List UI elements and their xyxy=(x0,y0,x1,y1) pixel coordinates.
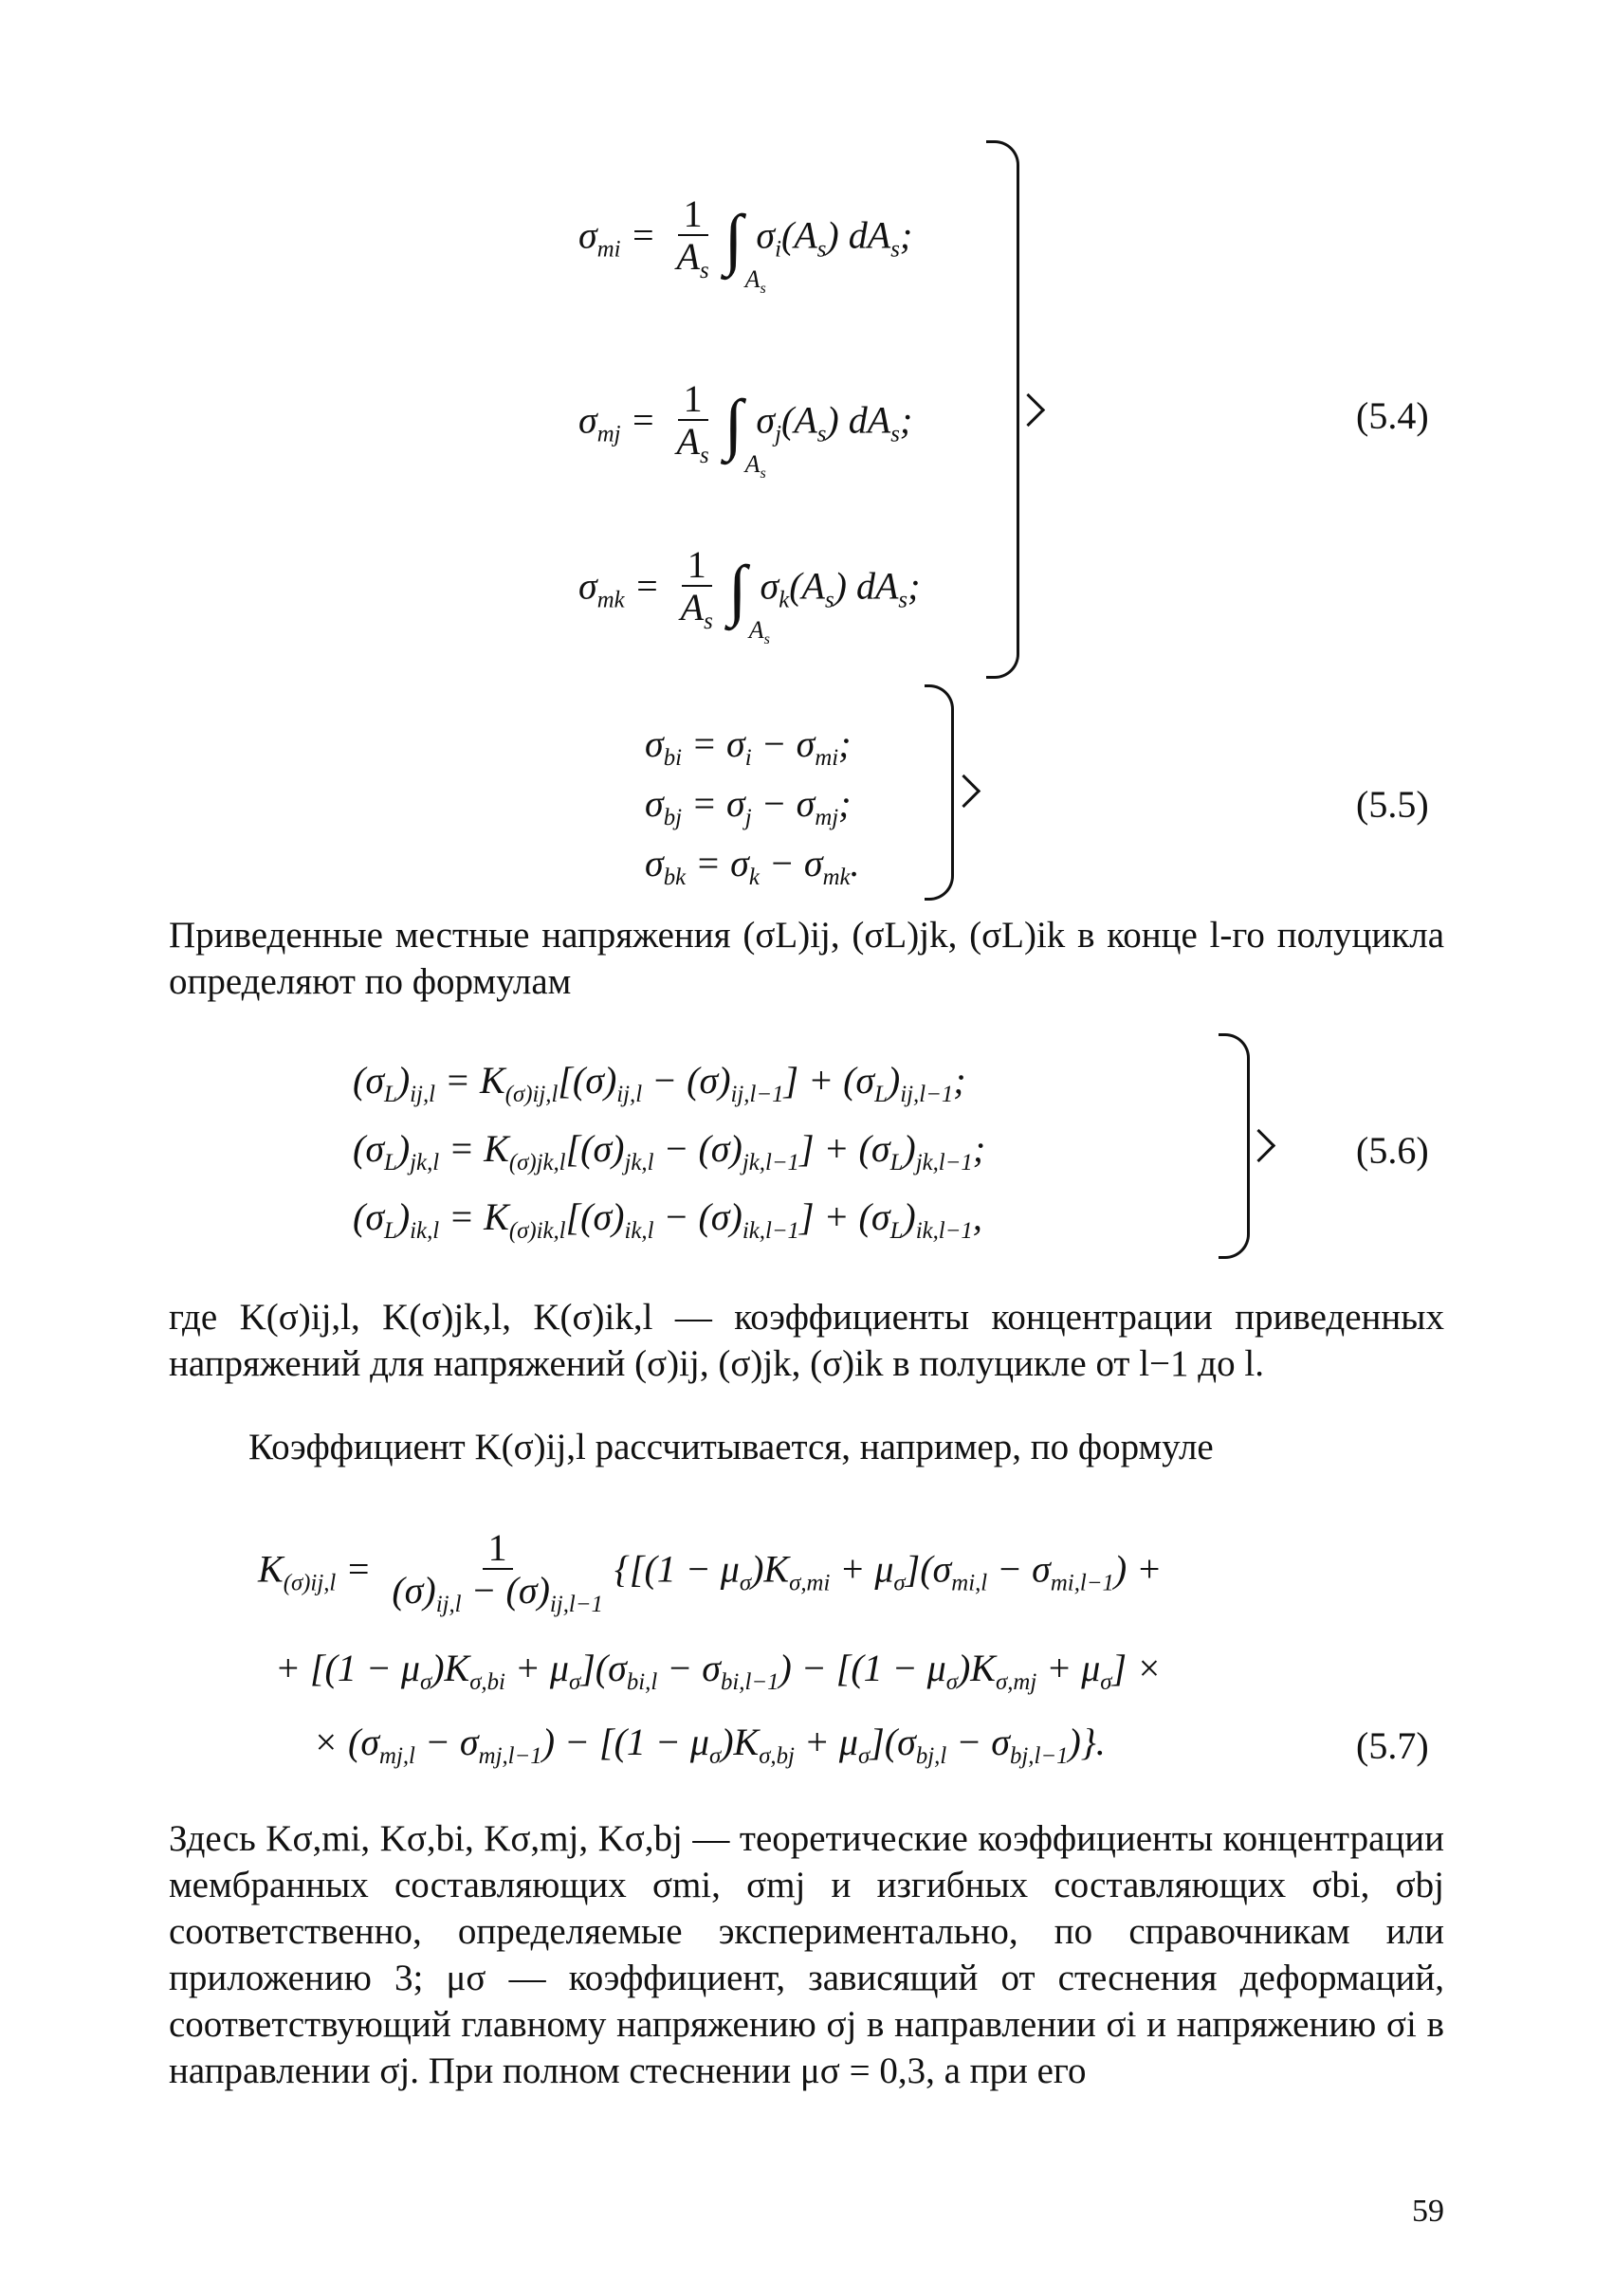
paragraph-1: Приведенные местные напряжения (σL)ij, (σL)jk, (σL)ik в конце l-го полуцикла определяют по формулам xyxy=(169,915,1444,1002)
equation-5-5-line-3: $\sigma_{bk} = \sigma_k - \sigma_{mk}$. xyxy=(645,842,860,890)
equation-5-7-line-2: + $[(1 - \mu_\sigma)K_{\sigma,bi} + \mu_\sigma](\sigma_{bi,l} - \sigma_{bi,l-1}) - [(1 - \mu_\sigma)K_{\sigma,mj} + \mu_\sigma]$ × xyxy=(275,1647,1163,1695)
equation-label-5-5: (5.5) xyxy=(1356,783,1429,826)
paragraph-3: Коэффициент K(σ)ij,l рассчитывается, например, по формуле xyxy=(248,1427,1214,1467)
equation-5-6-line-3: $(\sigma_L)_{ik,l} = K_{(\sigma)ik,l}[(\sigma)_{ik,l} - (\sigma)_{ik,l-1}] + (\sigma_L)_{ik,l-1}$, xyxy=(353,1195,982,1244)
equation-5-4-line-3: $\sigma_{mk}$ = $\frac{1}{A_s}$ ∫ $A_s$ $\sigma_k(A_s)$ $dA_s$; xyxy=(578,543,921,648)
equation-5-4-line-2: $\sigma_{mj}$ = $\frac{1}{A_s}$ ∫ $A_s$ $\sigma_j(A_s)$ $dA_s$; xyxy=(578,377,913,483)
equation-label-5-4: (5.4) xyxy=(1356,394,1429,437)
equation-5-7-line-3: × $(\sigma_{mj,l} - \sigma_{mj,l-1}) - [(1 - \mu_\sigma)K_{\sigma,bj} + \mu_\sigma](\sigma_{bj,l} - \sigma_{bj,l-1})$}. xyxy=(313,1721,1106,1769)
paragraph-2: где K(σ)ij,l, K(σ)jk,l, K(σ)ik,l — коэффициенты концентрации приведенных напряжений для напряжений (σ)ij, (σ)jk, (σ)ik в полуцикле от l−1 до l. xyxy=(169,1297,1444,1384)
equation-5-6-line-1: $(\sigma_L)_{ij,l} = K_{(\sigma)ij,l}[(\sigma)_{ij,l} - (\sigma)_{ij,l-1}] + (\sigma_L)_{ij,l-1}$; xyxy=(353,1059,966,1107)
page-number: 59 xyxy=(1412,2194,1444,2229)
paragraph-4: Здесь Kσ,mi, Kσ,bi, Kσ,mj, Kσ,bj — теоретические коэффициенты концентрации мембранных составляющих σmi, σmj и изгибных составляющих σbi, σbj соответственно, определяемые экспериментально, по справочникам или приложению 3; μσ — коэффициент, зависящий от стеснения деформаций, соответствующий главному напряжению σj в направлении σi и напряжению σi в направлении σj. При полном стеснении μσ = 0,3, а при его xyxy=(169,1818,1444,2091)
equation-5-6-line-2: $(\sigma_L)_{jk,l} = K_{(\sigma)jk,l}[(\sigma)_{jk,l} - (\sigma)_{jk,l-1}] + (\sigma_L)_{jk,l-1}$; xyxy=(353,1127,986,1175)
equation-label-5-7: (5.7) xyxy=(1356,1724,1429,1767)
equation-5-4-line-1: $\sigma_{mi}$ = $\frac{1}{A_s}$ ∫ $A_s$ $\sigma_i(A_s)$ $dA_s$; xyxy=(578,192,913,298)
equation-5-5-line-2: $\sigma_{bj} = \sigma_j - \sigma_{mj}$; xyxy=(645,782,852,830)
equation-label-5-6: (5.6) xyxy=(1356,1129,1429,1172)
equation-5-5-line-1: $\sigma_{bi} = \sigma_i - \sigma_{mi}$; xyxy=(645,722,852,771)
equation-5-7-line-1: $K_{(\sigma)ij,l}$ = $\frac{1}{(\sigma)_{ij,l} - (\sigma)_{ij,l-1}}$ {$[(1 - \mu_\sigma)K_{\sigma,mi} + \mu_\sigma](\sigma_{mi,l} - \sigma_{mi,l-1})$ + xyxy=(258,1526,1163,1617)
